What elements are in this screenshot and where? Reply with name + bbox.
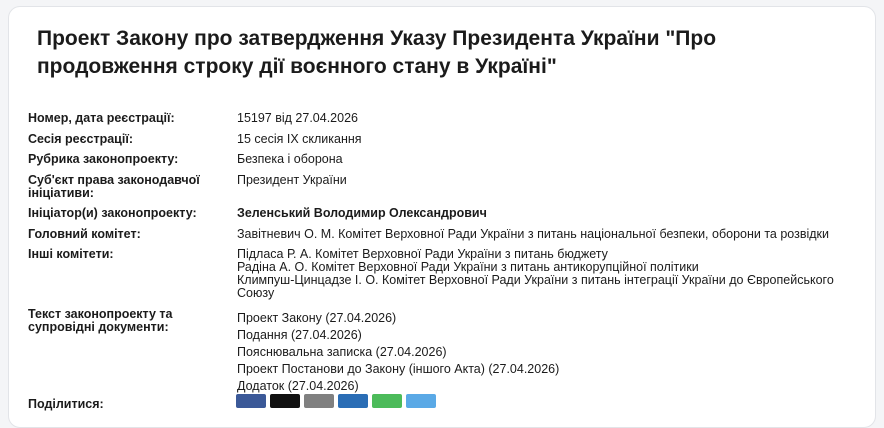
field-label: Поділитися: xyxy=(28,397,104,411)
document-link[interactable]: Додаток (27.04.2026) xyxy=(237,379,359,393)
field-label: Головний комітет: xyxy=(28,227,141,241)
document-link[interactable]: Пояснювальна записка (27.04.2026) xyxy=(237,345,447,359)
field-value: 15197 від 27.04.2026 xyxy=(237,111,358,125)
document-link[interactable]: Проект Закону (27.04.2026) xyxy=(237,311,397,325)
list-item: Підласа Р. А. Комітет Верховної Ради України з питань бюджету xyxy=(237,247,608,261)
document-list xyxy=(237,310,847,395)
field-label: Номер, дата реєстрації: xyxy=(28,111,175,125)
field-label: Ініціатор(и) законопроекту: xyxy=(28,206,197,220)
document-link[interactable]: Проект Постанови до Закону (іншого Акта) (27.04.2026) xyxy=(237,362,560,376)
field-value: Завітневич О. М. Комітет Верховної Ради України з питань національної безпеки, оборони та розвідки xyxy=(237,227,829,241)
document-link[interactable]: Подання (27.04.2026) xyxy=(237,328,362,342)
field-label: Текст законопроекту та супровідні документи: xyxy=(28,307,173,334)
list-item: Радіна А. О. Комітет Верховної Ради України з питань антикорупційної політики xyxy=(237,260,699,274)
field-label: Сесія реєстрації: xyxy=(28,132,133,146)
bill-title: Проект Закону про затвердження Указу Президента України "Про продовження строку дії воєнного стану в Україні" xyxy=(37,27,717,78)
field-value: 15 сесія IX скликання xyxy=(237,132,362,146)
field-label: Інші комітети: xyxy=(28,247,114,261)
field-label: Рубрика законопроекту: xyxy=(28,152,179,166)
committee-list xyxy=(237,248,847,300)
field-value: Безпека і оборона xyxy=(237,152,343,166)
field-value: Зеленський Володимир Олександрович xyxy=(237,206,487,220)
field-label: Суб'єкт права законодавчої ініціативи: xyxy=(28,173,200,200)
list-item: Климпуш-Цинцадзе І. О. Комітет Верховної Ради України з питань інтеграції України до Європейського Союзу xyxy=(237,273,834,300)
field-value: Президент України xyxy=(237,173,347,187)
